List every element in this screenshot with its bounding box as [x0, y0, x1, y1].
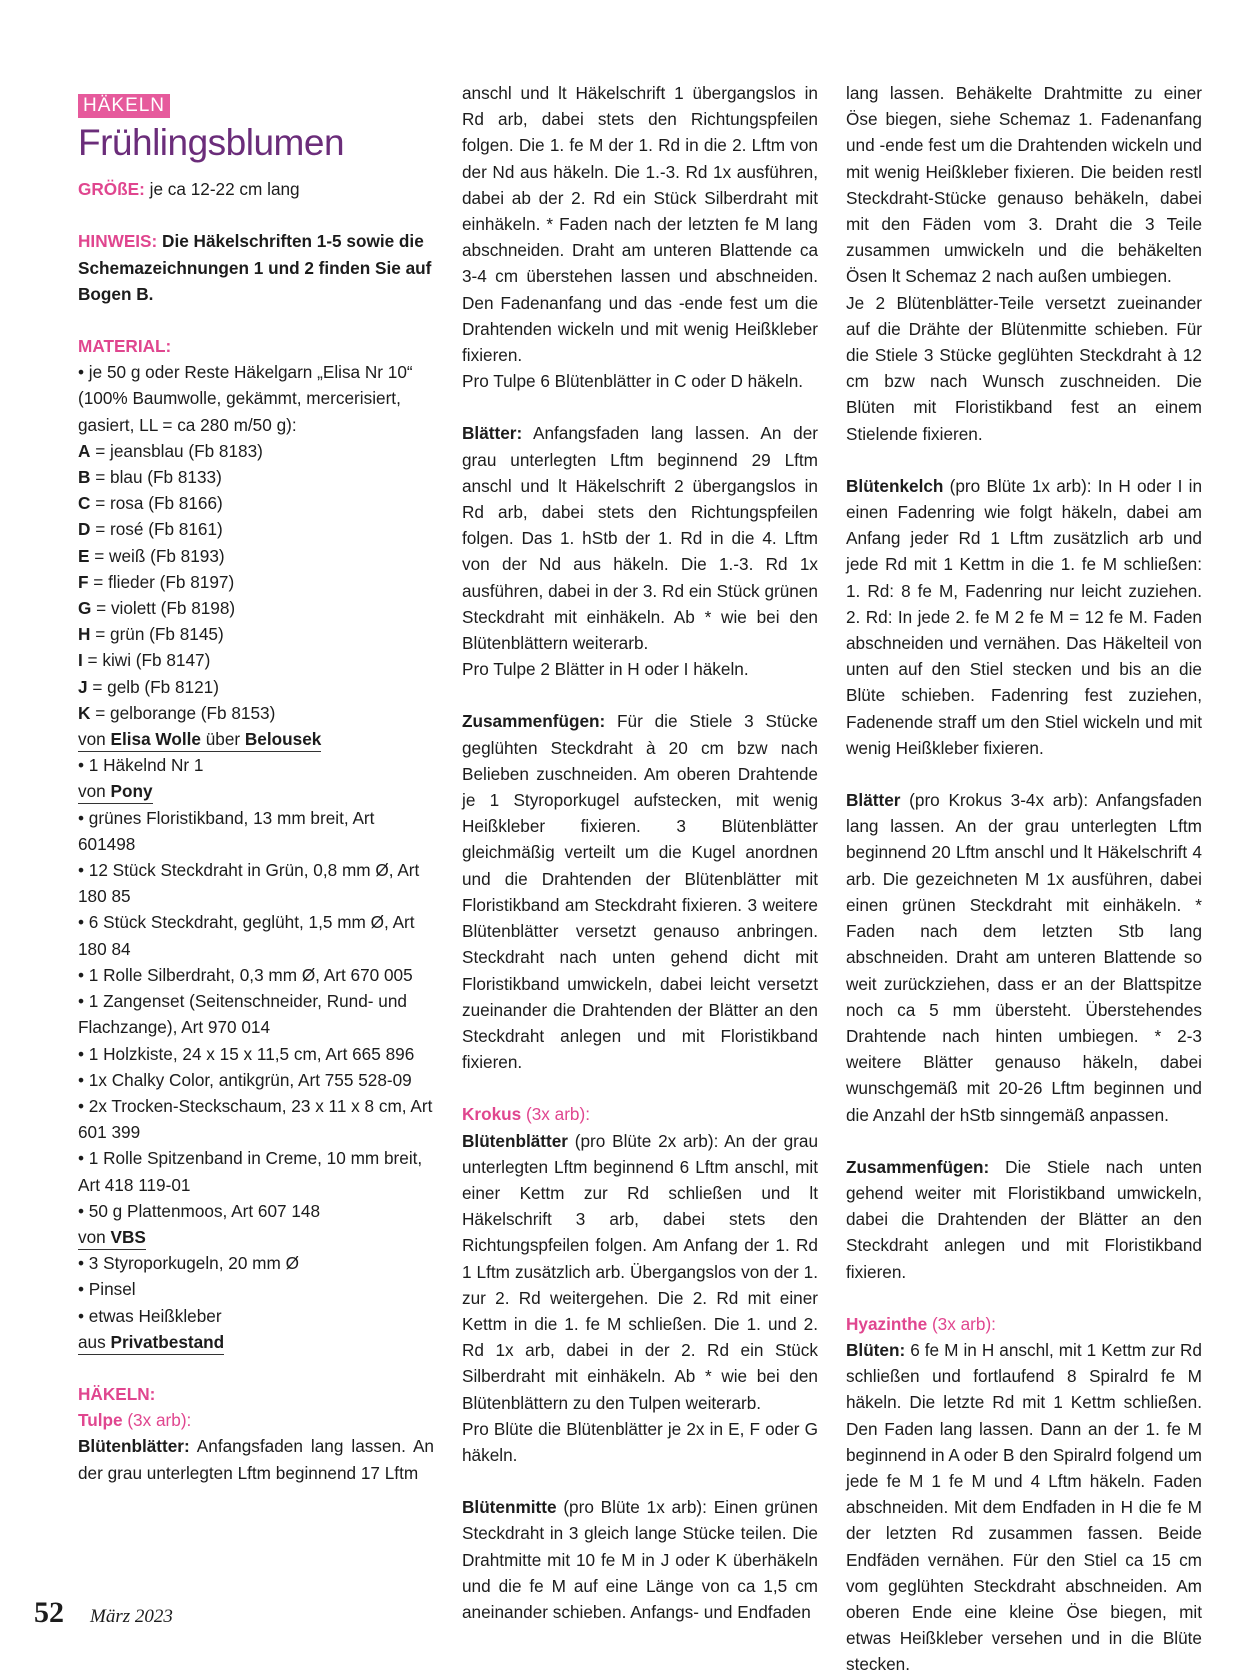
- source-elisa: von Elisa Wolle über Belousek: [78, 727, 321, 752]
- color-item: G = violett (Fb 8198): [78, 598, 236, 619]
- color-item: K = gelborange (Fb 8153): [78, 702, 276, 723]
- hyazinthe-heading: Hyazinthe: [846, 1313, 928, 1334]
- material-item: • Pinsel: [78, 1279, 136, 1300]
- material-item: • 1x Chalky Color, antikgrün, Art 755 528-09: [78, 1069, 412, 1090]
- hook-item: • 1 Häkelnd Nr 1: [78, 755, 204, 776]
- page-footer: [34, 1596, 173, 1630]
- paragraph: Pro Blüte die Blütenblätter je 2x in E, F oder G häkeln.: [462, 1418, 818, 1465]
- size-label: GRÖßE:: [78, 179, 145, 200]
- paragraph: Pro Tulpe 2 Blätter in H oder I häkeln.: [462, 659, 749, 680]
- source-private: aus Privatbestand: [78, 1330, 224, 1355]
- material-item: • 50 g Plattenmoos, Art 607 148: [78, 1200, 321, 1221]
- bluetenmitte-label: Blütenmitte: [462, 1497, 557, 1518]
- color-item: D = rosé (Fb 8161): [78, 519, 223, 540]
- krokus-bb-label: Blütenblätter: [462, 1130, 568, 1151]
- kelch-label: Blütenkelch: [846, 475, 944, 496]
- color-item: C = rosa (Fb 8166): [78, 493, 223, 514]
- color-item: F = flieder (Fb 8197): [78, 571, 235, 592]
- blaetter-label: Blätter:: [462, 423, 523, 444]
- column-2: anschl und lt Häkelschrift 1 übergangslos in Rd arb, dabei stets den Richtungspfeilen folgen. Die 1. fe M der 1. Rd in die 2. Lftm von der Nd aus häkeln. Die 1.-3. Rd 1x ausführen, dabei ab der 2. Rd ein Stück Silberdraht mit einhäkeln. * Faden nach der letzten fe M lang abschneiden. Draht am unteren Blattende ca 3-4 cm überstehen lassen und abschneiden. Den Fadenanfang und das -ende fest um die Drahtenden wickeln und mit wenig Heißkleber fixieren. Pro Tulpe 6 Blütenblätter in C oder D häkeln. Blätter: Anfangsfaden lang lassen. An der grau unterlegten Lftm beginnend 29 Lftm anschl und lt Häkelschrift 2 übergangslos in Rd arb, dabei stets den Richtungspfeilen folgen. Das 1. hStb der 1. Rd in die 4. Lftm von der Nd aus häkeln. Die 1.-3. Rd 1x ausführen, dabei in der 3. Rd ein Stück grünen Steckdraht mit einhäkeln. Ab * wie bei den Blütenblättern weiterarb. Pro Tulpe 2 Blätter in H oder I häkeln. Zusammenfügen: Für die Stiele 3 Stücke geglühten Steckdraht à 20 cm bzw nach Belieben zuschneiden. Am oberen Drahtende je 1 Styroporkugel aufstecken, mit wenig Heißkleber fixieren. 3 Blütenblätter gleichmäßig verteilt um die Kugel anordnen und die Drahtenden der Blütenblätter mit Floristikband am Steckdraht fixieren. 3 weitere Blütenblätter versetzt genauso anbringen. Steckdraht nach unten gehend dicht mit Floristikband umwickeln, dabei leicht versetzt zueinander die Drahtenden der Blätter an den Steckdraht anlegen und mit Floristikband fixieren. Krokus (3x arb): Blütenblätter (pro Blüte 2x arb): An der grau unterlegten Lftm beginnend 6 Lftm anschl, mit einer Kettm zur Rd schließen und lt Häkelschrift 3 arb, dabei stets den Richtungspfeilen folgen. Am Anfang der 1. Rd 1 Lftm zusätzlich arb. Übergangslos von der 1. zur 2. Rd weitergehen. Die 2. Rd mit einer Kettm in die 1. fe M schließen. Die 1. und 2. Rd 1x arb, dabei in der 2. Rd ein Stück Silberdraht mit einhäkeln. Ab * wie bei den Blütenblättern zu den Tulpen weiterarb. Pro Blüte die Blütenblätter je 2x in E, F oder G häkeln. Blütenmitte (pro Blüte 1x arb): Einen grünen Steckdraht in 3 gleich lange Stücke teilen. Die Drahtmitte mit 10 fe M in J oder K überhäkeln und die fe M auf eine Länge von ca 1,5 cm aneinander schieben. Anfangs- und Endfaden: [462, 80, 818, 1625]
- material-item: • 1 Rolle Silberdraht, 0,3 mm Ø, Art 670 005: [78, 964, 413, 985]
- material-item: • 2x Trocken-Steckschaum, 23 x 11 x 8 cm, Art 601 399: [78, 1095, 433, 1143]
- source-pony: von Pony: [78, 779, 153, 804]
- page-title: Frühlingsblumen: [78, 122, 345, 164]
- krokus-blaetter-label: Blätter: [846, 790, 901, 811]
- color-item: J = gelb (Fb 8121): [78, 676, 219, 697]
- color-item: H = grün (Fb 8145): [78, 624, 224, 645]
- hint-text: Die Häkelschriften 1-5 sowie die Schemazeichnungen 1 und 2 finden Sie auf Bogen B.: [78, 231, 432, 304]
- material-item: • 1 Rolle Spitzenband in Creme, 10 mm breit, Art 418 119-01: [78, 1148, 423, 1195]
- material-item: • 3 Styroporkugeln, 20 mm Ø: [78, 1253, 299, 1274]
- paragraph: Pro Tulpe 6 Blütenblätter in C oder D häkeln.: [462, 371, 804, 392]
- material-item: • etwas Heißkleber: [78, 1305, 222, 1326]
- column-3: lang lassen. Behäkelte Drahtmitte zu einer Öse biegen, siehe Schemaz 1. Fadenanfang und -ende fest um die Drahtenden wickeln und mit wenig Heißkleber fixieren. Die beiden restl Steckdraht-Stücke genauso behäkeln, dabei mit den Fäden vom 3. Draht die 3 Teile zusammen umwickeln und die behäkelten Ösen lt Schemaz 2 nach außen umbiegen. Je 2 Blütenblätter-Teile versetzt zueinander auf die Drähte der Blütenmitte schieben. Für die Stiele 3 Stücke geglühten Steckdraht à 12 cm bzw nach Wunsch zuschneiden. Die Blüten mit Floristikband fest an einem Stielende fixieren. Blütenkelch (pro Blüte 1x arb): In H oder I in einen Fadenring wie folgt häkeln, dabei am Anfang jeder Rd 1 Lftm zusätzlich arb und jede Rd mit 1 Kettm in die 1. fe M schließen: 1. Rd: 8 fe M, Fadenring nur leicht zuziehen. 2. Rd: In jede 2. fe M 2 fe M = 12 fe M. Faden abschneiden und vernähen. Das Häkelteil von unten auf den Stiel stecken und bis an die Blüte schieben. Fadenring fest zuziehen, Fadenende straff um den Stiel wickeln und mit wenig Heißkleber fixieren. Blätter (pro Krokus 3-4x arb): Anfangsfaden lang lassen. An der grau unterlegten Lftm beginnend 20 Lftm anschl und lt Häkelschrift 4 arb. Die gezeichneten M 1x ausführen, dabei einen grünen Steckdraht mit einhäkeln. * Faden nach dem letzten Stb lang abschneiden. Draht am unteren Blattende so weit zurückziehen, dass er an der Blattspitze noch ca 5 mm übersteht. Überstehendes Drahtende nach hinten umbiegen. * 2-3 weitere Blätter genauso häkeln, dabei wunschgemäß mit 20-26 Lftm beginnen und die Anzahl der hStb sinngemäß anpassen. Zusammenfügen: Die Stiele nach unten gehend weiter mit Floristikband umwickeln, dabei die Drahtenden der Blätter an den Steckdraht anlegen und mit Floristikband fixieren. Hyazinthe (3x arb): Blüten: 6 fe M in H anschl, mit 1 Kettm zur Rd schließen und fortlaufend 8 Spiralrd fe M häkeln. Die letzte Rd mit 1 Kettm schließen. Den Faden lang lassen. Dann an der 1. fe M beginnend in A oder B den Spiralrd folgend um jede fe M 1 fe M und 4 Lftm häkeln. Faden abschneiden. Mit dem Endfaden in H die fe M der letzten Rd zusammen fassen. Beide Endfäden vernähen. Für den Stiel ca 15 cm vom geglühten Steckdraht abschneiden. Am oberen Ende eine kleine Öse biegen, mit etwas Heißkleber versehen und in die Blüte stecken.: [846, 80, 1202, 1678]
- blueten-label: Blüten:: [846, 1339, 906, 1360]
- yarn-item: • je 50 g oder Reste Häkelgarn „Elisa Nr 10“ (100% Baumwolle, gekämmt, mercerisiert, gasiert, LL = ca 280 m/50 g):: [78, 362, 413, 435]
- material-label: MATERIAL:: [78, 336, 172, 357]
- krokus-heading: Krokus: [462, 1104, 522, 1125]
- section-tag: HÄKELN: [78, 94, 170, 118]
- material-item: • 12 Stück Steckdraht in Grün, 0,8 mm Ø, Art 180 85: [78, 860, 420, 907]
- haekeln-label: HÄKELN:: [78, 1383, 156, 1404]
- size-text: je ca 12-22 cm lang: [144, 179, 300, 200]
- color-item: E = weiß (Fb 8193): [78, 545, 225, 566]
- paragraph: lang lassen. Behäkelte Drahtmitte zu einer Öse biegen, siehe Schemaz 1. Fadenanfang und -ende fest um die Drahtenden wickeln und mit wenig Heißkleber fixieren. Die beiden restl Steckdraht-Stücke genauso behäkeln, dabei mit den Fäden vom 3. Draht die 3 Teile zusammen umwickeln und die behäkelten Ösen lt Schemaz 2 nach außen umbiegen.: [846, 83, 1202, 287]
- tulpe-bb-label: Blütenblätter:: [78, 1436, 190, 1457]
- material-item: • grünes Floristikband, 13 mm breit, Art 601498: [78, 807, 375, 854]
- material-item: • 1 Holzkiste, 24 x 15 x 11,5 cm, Art 665 896: [78, 1043, 415, 1064]
- color-item: I = kiwi (Fb 8147): [78, 650, 211, 671]
- zusammen-label-2: Zusammenfügen:: [846, 1156, 990, 1177]
- tulpe-heading: Tulpe: [78, 1410, 123, 1431]
- paragraph: anschl und lt Häkelschrift 1 übergangslos in Rd arb, dabei stets den Richtungspfeilen folgen. Die 1. fe M der 1. Rd in die 2. Lftm von der Nd aus häkeln. Die 1.-3. Rd 1x ausführen, dabei ab der 2. Rd ein Stück Silberdraht mit einhäkeln. * Faden nach der letzten fe M lang abschneiden. Draht am unteren Blattende ca 3-4 cm überstehen lassen und abschneiden. Den Fadenanfang und das -ende fest um die Drahtenden wickeln und mit wenig Heißkleber fixieren.: [462, 83, 818, 366]
- material-item: • 6 Stück Steckdraht, geglüht, 1,5 mm Ø, Art 180 84: [78, 912, 415, 959]
- color-item: B = blau (Fb 8133): [78, 467, 222, 488]
- color-item: A = jeansblau (Fb 8183): [78, 440, 263, 461]
- hint-label: HINWEIS:: [78, 231, 158, 252]
- column-1: HÄKELN Frühlingsblumen GRÖßE: je ca 12-22 cm lang HINWEIS: Die Häkelschriften 1-5 sowie die Schemazeichnungen 1 und 2 finden Sie auf Bogen B. MATERIAL: • je 50 g oder Reste Häkelgarn „Elisa Nr 10“ (100% Baumwolle, gekämmt, mercerisiert, gasiert, LL = ca 280 m/50 g): A = jeansblau (Fb 8183) B = blau (Fb 8133) C = rosa (Fb 8166) D = rosé (Fb 8161) E = weiß (Fb 8193) F = flieder (Fb 8197) G = violett (Fb 8198) H = grün (Fb 8145) I = kiwi (Fb 8147) J = gelb (Fb 8121) K = gelborange (Fb 8153) von Elisa Wolle über Belousek • 1 Häkelnd Nr 1 von Pony • grünes Floristikband, 13 mm breit, Art 601498 • 12 Stück Steckdraht in Grün, 0,8 mm Ø, Art 180 85 • 6 Stück Steckdraht, geglüht, 1,5 mm Ø, Art 180 84 • 1 Rolle Silberdraht, 0,3 mm Ø, Art 670 005 • 1 Zangenset (Seitenschneider, Rund- und Flachzange), Art 970 014 • 1 Holzkiste, 24 x 15 x 11,5 cm, Art 665 896 • 1x Chalky Color, antikgrün, Art 755 528-09 • 2x Trocken-Steckschaum, 23 x 11 x 8 cm, Art 601 399 • 1 Rolle Spitzenband in Creme, 10 mm breit, Art 418 119-01 • 50 g Plattenmoos, Art 607 148 von VBS • 3 Styroporkugeln, 20 mm Ø • Pinsel • etwas Heißkleber aus Privatbestand HÄKELN: Tulpe (3x arb): Blütenblätter: Anfangsfaden lang lassen. An der grau unterlegten Lftm beginnend 17 Lftm: [78, 95, 434, 1483]
- page-number: 52: [34, 1596, 64, 1629]
- source-vbs: von VBS: [78, 1225, 146, 1250]
- material-item: • 1 Zangenset (Seitenschneider, Rund- und Flachzange), Art 970 014: [78, 991, 407, 1038]
- zusammen-label: Zusammenfügen:: [462, 711, 606, 732]
- color-list: [78, 438, 434, 726]
- paragraph: Je 2 Blütenblätter-Teile versetzt zueinander auf die Drähte der Blütenmitte schieben. Für die Stiele 3 Stücke geglühten Steckdraht à 12 cm bzw nach Wunsch zuschneiden. Die Blüten mit Floristikband fest an einem Stielende fixieren.: [846, 292, 1202, 444]
- issue-date: März 2023: [90, 1606, 173, 1627]
